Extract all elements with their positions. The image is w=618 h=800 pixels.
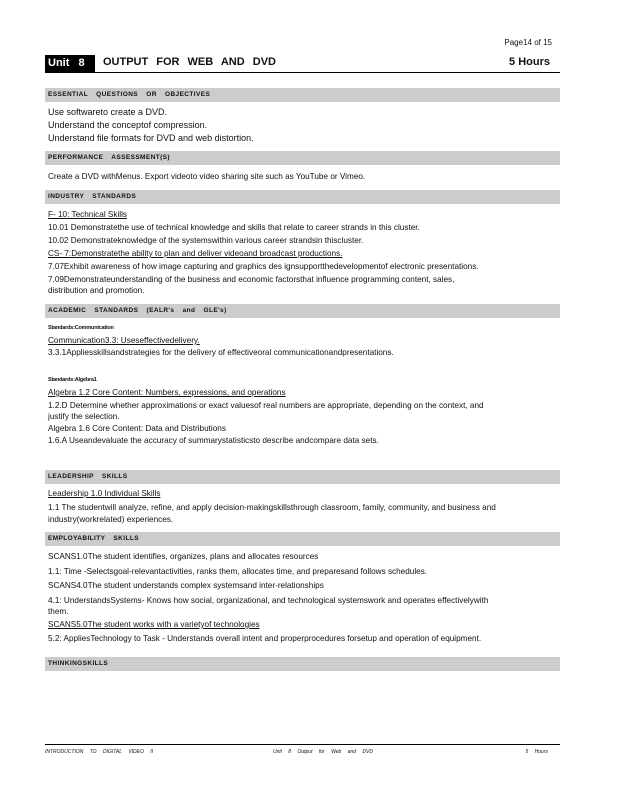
industry-line: 10.01 Demonstratethe use of technical knowledge and skills that relate to career strands in this cluster. [48,223,420,232]
academic-line: Standards:Communication [48,325,114,331]
unit-label: Unit 8 [45,55,95,72]
section-header-essential: ESSENTIAL QUESTIONS OR OBJECTIVES [45,88,560,102]
leadership-line: industry(workrelated) experiences. [48,515,174,524]
academic-line: 1.2.D Determine whether approximations or exact valuesof real numbers are appropriate, depending on the context, and [48,401,484,410]
essential-line: Understand file formats for DVD and web distortion. [48,133,254,143]
industry-line: 7.07Exhibit awareness of how image capturing and graphics des ignsupportthedevelopmentof electronic presentations. [48,262,479,271]
section-header-thinking: THINKINGSKILLS [45,657,560,671]
page-footer [45,744,560,757]
industry-line: CS- 7:Demonstratethe ability to plan and deliver videoand broadcast productions. [48,249,343,258]
essential-line: Understand the conceptof compression. [48,120,208,130]
leadership-line: Leadership 1.0 Individual Skills [48,489,161,498]
employability-line: them. [48,607,69,616]
employability-line: SCANS4.0The student understands complex systemsand inter-relationships [48,581,324,590]
academic-line: Algebra 1.2 Core Content: Numbers, expressions, and operations [48,388,286,397]
academic-line: Algebra 1.6 Core Content: Data and Distributions [48,424,226,433]
academic-line: 3.3.1Appliesskillsandstrategies for the delivery of effectiveoral communicationandpresentations. [48,348,394,357]
footer-course: INTRODUCTION TO DIGITAL VIDEO II [45,749,154,755]
unit-hours: 5 Hours [509,56,550,68]
employability-line: SCANS5.0The student works with a varietyof technologies [48,620,260,629]
industry-line: 10.02 Demonstrateknowledge of the systemswithin various career strandsin thiscluster. [48,236,364,245]
academic-line: justify the selection. [48,412,120,421]
employability-line: SCANS1.0The student identifies, organizes, plans and allocates resources [48,552,319,561]
section-header-industry: INDUSTRY STANDARDS [45,190,560,204]
industry-line: 7.09Demonstrateunderstanding of the business and economic factorsthat influence programming content, sales, [48,275,455,284]
academic-line: 1.6.A Useandevaluate the accuracy of summarystatisticsto describe andcompare data sets. [48,436,379,445]
section-header-academic: ACADEMIC STANDARDS (EALR's and GLE's) [45,304,560,318]
academic-line: Standards:Algebra1 [48,377,97,383]
section-header-leadership: LEADERSHIP SKILLS [45,470,560,484]
unit-title: OUTPUT FOR WEB AND DVD [103,56,276,68]
essential-line: Use softwareto create a DVD. [48,107,168,117]
employability-line: 4.1: UnderstandsSystems- Knows how social, organizational, and technological systemswork and operates effectivelywith [48,596,489,605]
performance-line: Create a DVD withMenus. Export videoto video sharing site such as YouTube or Vimeo. [48,172,366,181]
footer-unit: Unit 8 Output for Web and DVD [273,749,373,755]
academic-line: Communication3.3: Useseffectivedelivery. [48,336,200,345]
leadership-line: 1.1 The studentwill analyze, refine, and apply decision-makingskillsthrough classroom, family, community, and business and [48,503,496,512]
page-number: Page14 of 15 [504,38,552,47]
industry-line: distribution and promotion. [48,286,145,295]
unit-header [45,55,560,73]
industry-line: F- 10: Technical Skills [48,210,128,219]
section-header-performance: PERFORMANCE ASSESSMENT(S) [45,151,560,165]
employability-line: 5.2: AppliesTechnology to Task - Understands overall intent and properprocedures forsetup and operation of equipment. [48,634,482,643]
footer-hours: 5 Hours [525,749,548,755]
section-header-employability: EMPLOYABILITY SKILLS [45,532,560,546]
employability-line: 1.1: Time -Selectsgoal-relevantactivities, ranks them, allocates time, and preparesand follows schedules. [48,567,428,576]
